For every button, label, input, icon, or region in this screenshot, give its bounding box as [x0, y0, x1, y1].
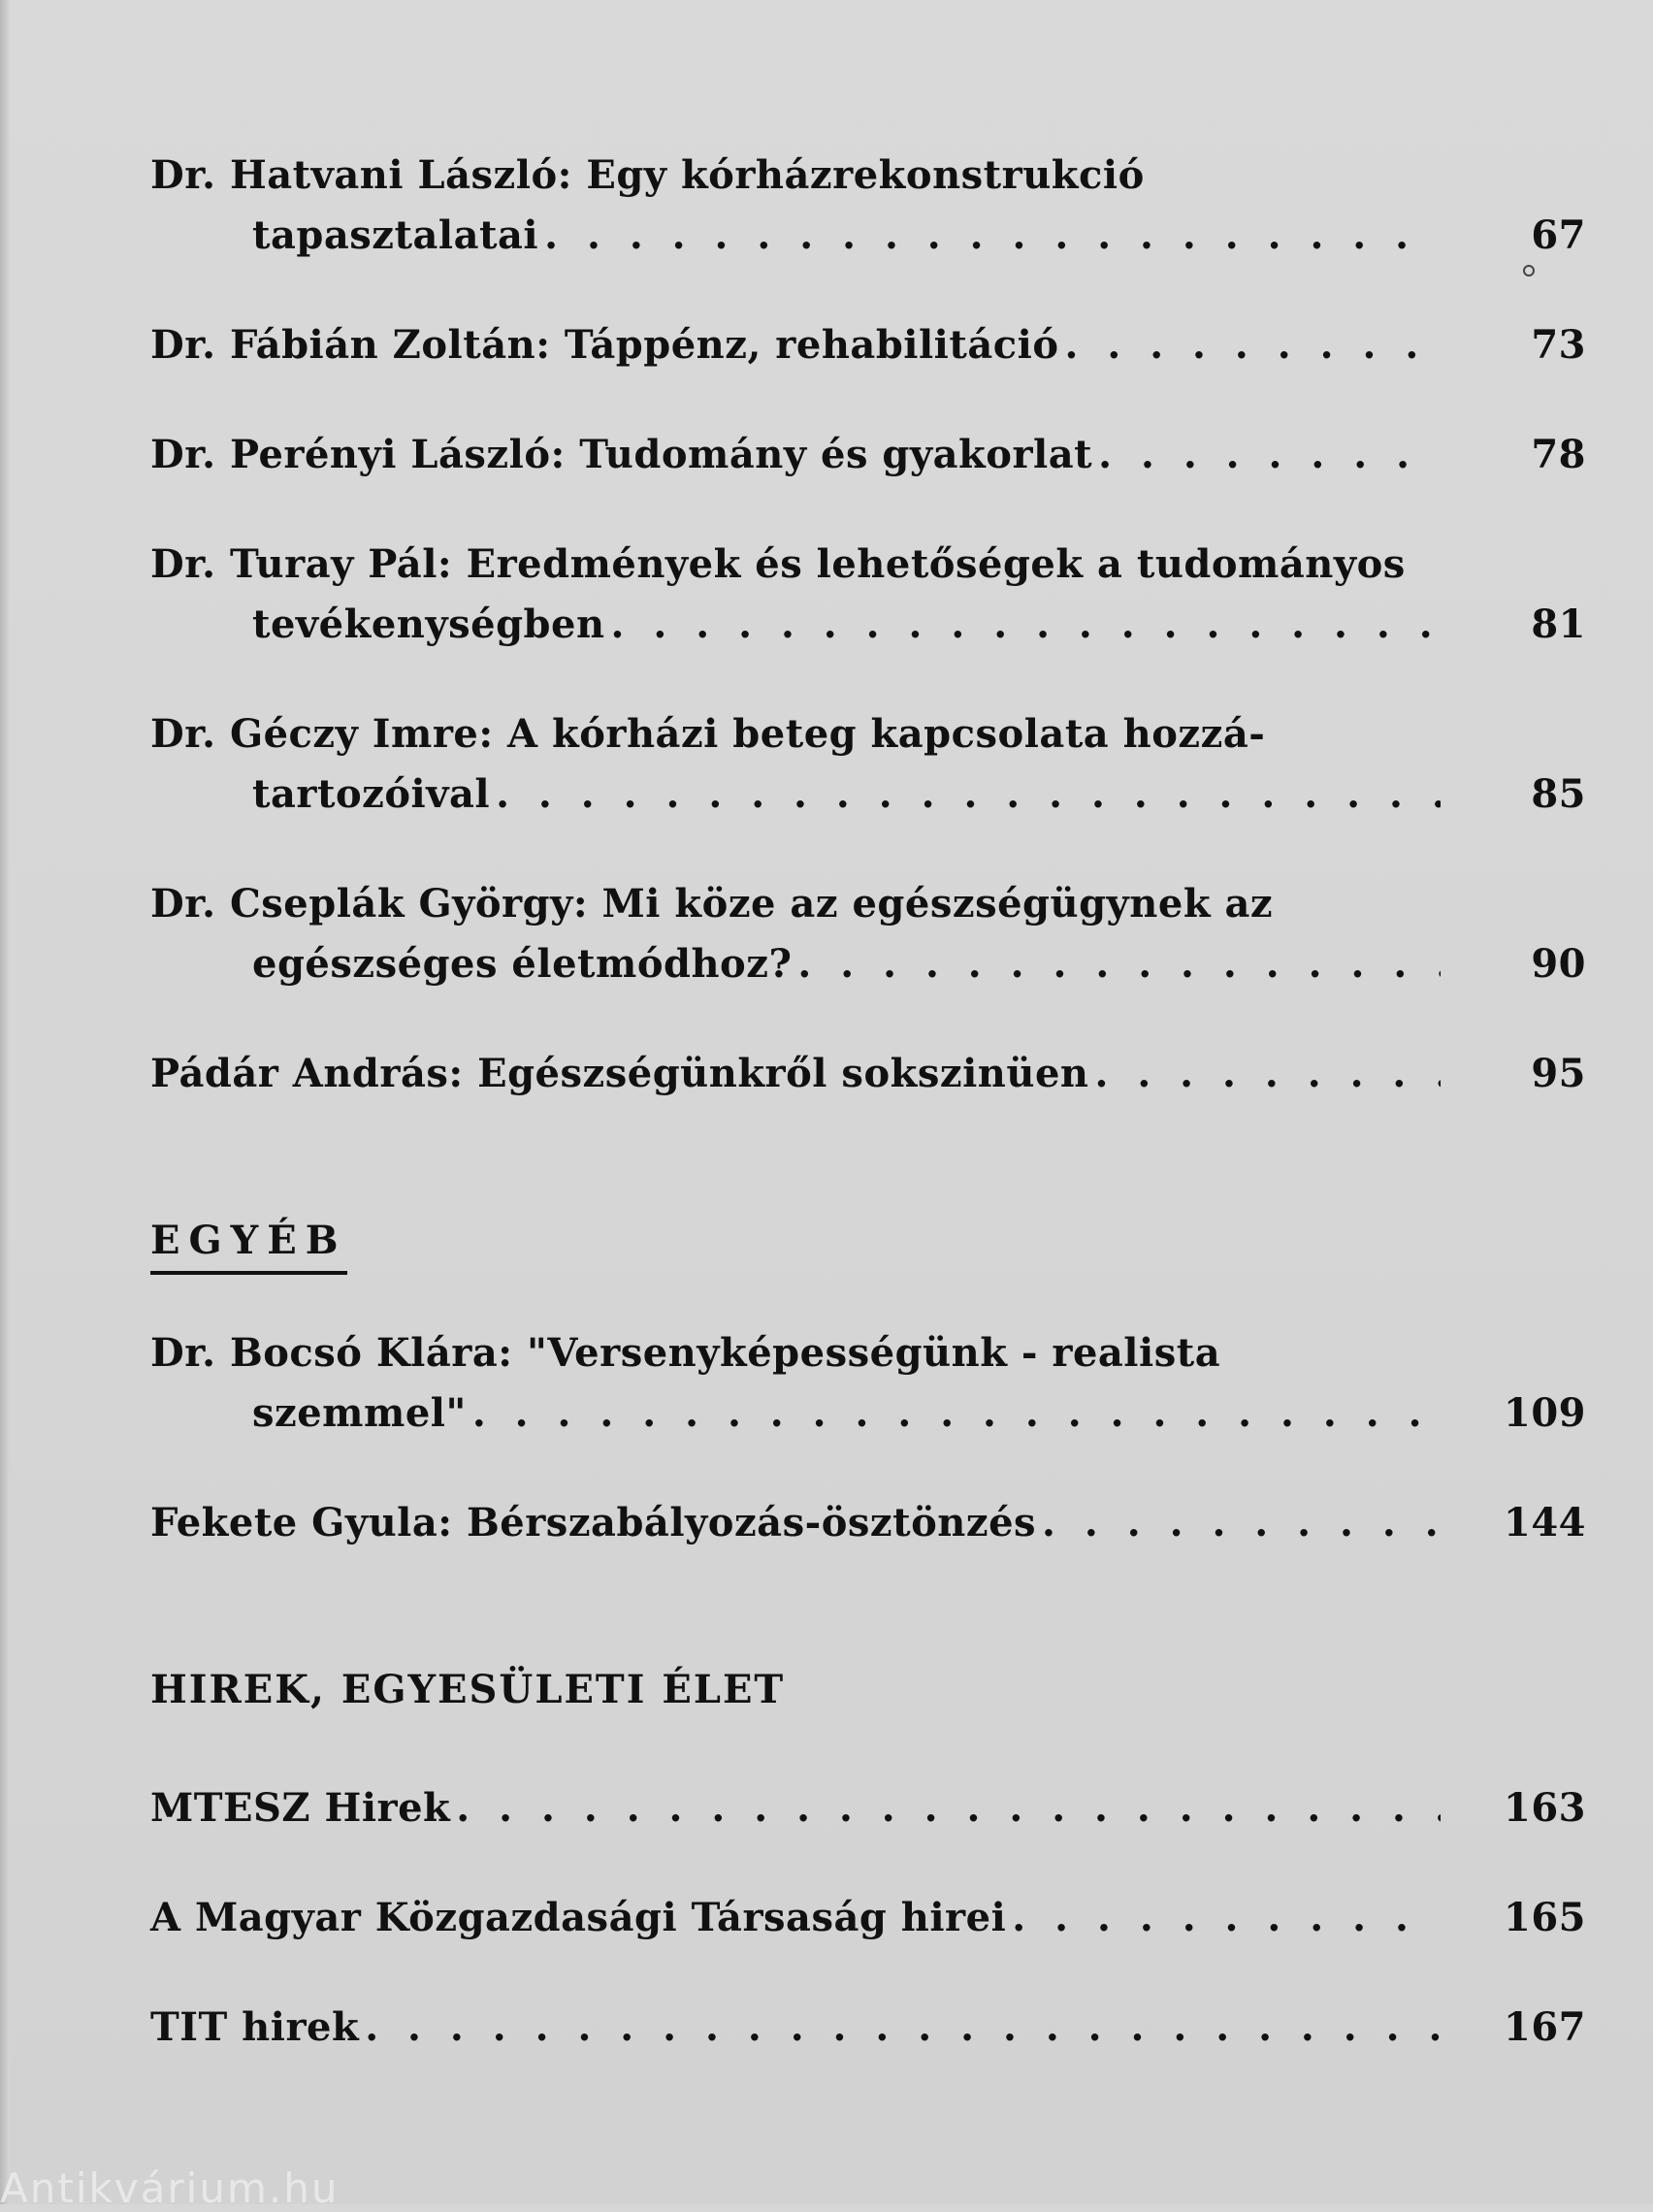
leader-dots: [538, 206, 1441, 266]
toc-page-number: 167: [1504, 2004, 1586, 2050]
toc-entry-title: MTESZ Hirek: [150, 1785, 451, 1831]
leader-dots: [1059, 315, 1442, 375]
toc-entry-title-cont: tevékenységben: [252, 602, 605, 647]
toc-entry-title: Dr. Fábián Zoltán: Táppénz, rehabilitáció: [150, 322, 1059, 368]
toc-page-number: 109: [1504, 1390, 1586, 1436]
toc-page-number: 95: [1531, 1051, 1586, 1096]
toc-entry[interactable]: [150, 1323, 1586, 1444]
toc-entry-title: TIT hirek: [150, 2004, 360, 2050]
page-edge: [0, 0, 10, 2204]
toc-entry[interactable]: [150, 1998, 1586, 2058]
watermark: Antikvárium.hu: [0, 2164, 340, 2212]
toc-entry[interactable]: [150, 1493, 1586, 1553]
leader-dots: [1092, 425, 1441, 485]
toc-page-number: 81: [1531, 602, 1586, 647]
leader-dots: [490, 764, 1441, 825]
leader-dots: [450, 1778, 1441, 1838]
leader-dots: [1006, 1888, 1441, 1948]
toc-entry[interactable]: [150, 315, 1586, 375]
leader-dots: [359, 1998, 1441, 2058]
toc-entry-title: A Magyar Közgazdasági Társaság hirei: [150, 1895, 1007, 1940]
toc-entry[interactable]: [150, 1044, 1586, 1104]
toc-entry-title-cont: tartozóival: [252, 771, 491, 817]
toc-page-number: 90: [1531, 941, 1586, 987]
toc-entry-title: Fekete Gyula: Bérszabályozás-ösztönzés: [150, 1500, 1037, 1545]
toc-entry[interactable]: [150, 704, 1586, 825]
toc-entry-title-cont: szemmel": [252, 1390, 467, 1436]
toc-entry-title: Dr. Géczy Imre: A kórházi beteg kapcsolata hozzá-: [150, 711, 1266, 757]
toc-entry[interactable]: [150, 146, 1586, 266]
toc-entry[interactable]: [150, 874, 1586, 994]
toc-page-number: 165: [1504, 1895, 1586, 1940]
toc-entry[interactable]: [150, 425, 1586, 485]
toc-entry[interactable]: [150, 535, 1586, 655]
toc-entry-title: Dr. Cseplák György: Mi köze az egészségügynek az: [150, 881, 1274, 927]
toc-entry-title-cont: egészséges életmódhoz?: [252, 941, 793, 987]
section-heading-egyeb: [150, 1211, 1586, 1275]
toc-entry-title: Dr. Turay Pál: Eredmények és lehetőségek a tudományos: [150, 541, 1406, 587]
toc-entry[interactable]: [150, 1888, 1586, 1948]
leader-dots: [792, 934, 1441, 994]
toc-page-number: 163: [1504, 1785, 1586, 1831]
section-heading-text: EGYÉB: [150, 1211, 347, 1275]
toc-page-number: 78: [1531, 432, 1586, 477]
toc-entry-title: Dr. Bocsó Klára: "Versenyképességünk - realista: [150, 1330, 1221, 1376]
toc-entry-title: Pádár András: Egészségünkről sokszinüen: [150, 1051, 1089, 1096]
toc-entry[interactable]: [150, 1778, 1586, 1838]
toc-entry-title: Dr. Perényi László: Tudomány és gyakorlat: [150, 432, 1093, 477]
leader-dots: [1036, 1493, 1441, 1553]
toc-entry-title-cont: tapasztalatai: [252, 212, 539, 258]
toc-page-number: 67: [1531, 212, 1586, 258]
section-heading-hirek: HIREK, EGYESÜLETI ÉLET: [150, 1667, 786, 1712]
leader-dots: [605, 595, 1441, 655]
leader-dots: [467, 1383, 1441, 1444]
toc-page-number: 144: [1504, 1500, 1586, 1545]
toc-page-number: 85: [1531, 771, 1586, 817]
toc-page-number: 73: [1531, 322, 1586, 368]
table-of-contents: [150, 146, 1586, 2058]
toc-entry-title: Dr. Hatvani László: Egy kórházrekonstrukció: [150, 152, 1145, 198]
leader-dots: [1088, 1044, 1441, 1104]
